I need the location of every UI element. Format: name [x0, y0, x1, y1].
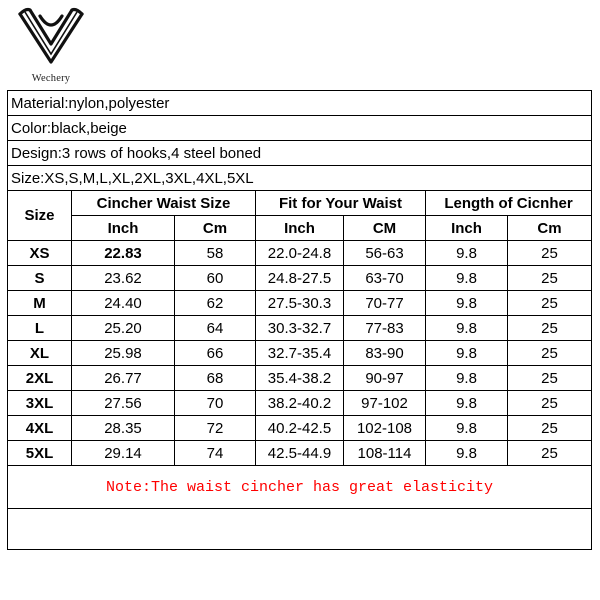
waist-inch-cell: 25.20	[72, 316, 175, 341]
waist-cm-cell: 70	[175, 391, 256, 416]
waist-inch-cell: 29.14	[72, 441, 175, 466]
waist-inch-cell: 26.77	[72, 366, 175, 391]
waist-cm-cell: 58	[175, 241, 256, 266]
table-row	[8, 366, 592, 391]
table-row	[8, 341, 592, 366]
size-label: M	[8, 291, 72, 316]
cincher-waist-size-header: Cincher Waist Size	[72, 191, 256, 216]
table-row	[8, 241, 592, 266]
brand-name: Wechery	[31, 73, 71, 84]
length-cm-cell: 25	[508, 241, 592, 266]
size-list-text: Size:XS,S,M,L,XL,2XL,3XL,4XL,5XL	[8, 166, 592, 191]
waist-cm-cell: 60	[175, 266, 256, 291]
length-cm-cell: 25	[508, 341, 592, 366]
color-text: Color:black,beige	[8, 116, 592, 141]
waist-cm-cell: 72	[175, 416, 256, 441]
length-inch-cell: 9.8	[426, 341, 508, 366]
length-cm-cell: 25	[508, 266, 592, 291]
unit-header: Inch	[256, 216, 344, 241]
size-label: 3XL	[8, 391, 72, 416]
length-cm-cell: 25	[508, 291, 592, 316]
fit-cm-cell: 77-83	[344, 316, 426, 341]
unit-header: Cm	[508, 216, 592, 241]
size-label: S	[8, 266, 72, 291]
size-label: XS	[8, 241, 72, 266]
fit-cm-cell: 90-97	[344, 366, 426, 391]
waist-cm-cell: 62	[175, 291, 256, 316]
unit-header: Inch	[72, 216, 175, 241]
info-row-material	[8, 91, 592, 116]
brand-logo	[8, 4, 94, 88]
length-inch-cell: 9.8	[426, 366, 508, 391]
size-label: XL	[8, 341, 72, 366]
table-row	[8, 291, 592, 316]
length-inch-cell: 9.8	[426, 316, 508, 341]
fit-your-waist-header: Fit for Your Waist	[256, 191, 426, 216]
waist-inch-cell: 23.62	[72, 266, 175, 291]
elasticity-note: Note:The waist cincher has great elasticity	[8, 466, 592, 509]
size-label: 4XL	[8, 416, 72, 441]
fit-inch-cell: 30.3-32.7	[256, 316, 344, 341]
size-label: 2XL	[8, 366, 72, 391]
fit-cm-cell: 63-70	[344, 266, 426, 291]
info-row-size	[8, 166, 592, 191]
length-inch-cell: 9.8	[426, 416, 508, 441]
length-cm-cell: 25	[508, 316, 592, 341]
info-row-design	[8, 141, 592, 166]
blank-row	[8, 509, 592, 550]
length-inch-cell: 9.8	[426, 241, 508, 266]
table-row	[8, 316, 592, 341]
fit-inch-cell: 40.2-42.5	[256, 416, 344, 441]
design-text: Design:3 rows of hooks,4 steel boned	[8, 141, 592, 166]
waist-inch-cell: 24.40	[72, 291, 175, 316]
waist-inch-cell: 28.35	[72, 416, 175, 441]
fit-cm-cell: 108-114	[344, 441, 426, 466]
fit-cm-cell: 97-102	[344, 391, 426, 416]
length-inch-cell: 9.8	[426, 266, 508, 291]
table-row	[8, 441, 592, 466]
length-inch-cell: 9.8	[426, 441, 508, 466]
group-header-row	[8, 191, 592, 216]
waist-inch-cell: 22.83	[72, 241, 175, 266]
unit-header: Inch	[426, 216, 508, 241]
unit-header: CM	[344, 216, 426, 241]
blank-cell	[8, 509, 592, 550]
waist-cm-cell: 66	[175, 341, 256, 366]
table-row	[8, 391, 592, 416]
length-cm-cell: 25	[508, 441, 592, 466]
fit-inch-cell: 24.8-27.5	[256, 266, 344, 291]
length-inch-cell: 9.8	[426, 391, 508, 416]
fit-cm-cell: 56-63	[344, 241, 426, 266]
note-row	[8, 466, 592, 509]
size-chart-table	[7, 90, 592, 550]
waist-inch-cell: 27.56	[72, 391, 175, 416]
fit-cm-cell: 83-90	[344, 341, 426, 366]
length-header: Length of Cicnher	[426, 191, 592, 216]
fit-inch-cell: 22.0-24.8	[256, 241, 344, 266]
fit-inch-cell: 27.5-30.3	[256, 291, 344, 316]
fit-inch-cell: 35.4-38.2	[256, 366, 344, 391]
unit-header: Cm	[175, 216, 256, 241]
waist-cm-cell: 64	[175, 316, 256, 341]
waist-cm-cell: 74	[175, 441, 256, 466]
fit-inch-cell: 32.7-35.4	[256, 341, 344, 366]
fit-inch-cell: 42.5-44.9	[256, 441, 344, 466]
table-row	[8, 416, 592, 441]
waist-cm-cell: 68	[175, 366, 256, 391]
table-row	[8, 266, 592, 291]
fit-inch-cell: 38.2-40.2	[256, 391, 344, 416]
unit-header-row	[8, 216, 592, 241]
wechery-logo-icon	[16, 4, 86, 70]
length-cm-cell: 25	[508, 416, 592, 441]
size-header: Size	[8, 191, 72, 241]
length-cm-cell: 25	[508, 366, 592, 391]
material-text: Material:nylon,polyester	[8, 91, 592, 116]
length-cm-cell: 25	[508, 391, 592, 416]
waist-inch-cell: 25.98	[72, 341, 175, 366]
fit-cm-cell: 70-77	[344, 291, 426, 316]
size-label: 5XL	[8, 441, 72, 466]
size-label: L	[8, 316, 72, 341]
info-row-color	[8, 116, 592, 141]
fit-cm-cell: 102-108	[344, 416, 426, 441]
length-inch-cell: 9.8	[426, 291, 508, 316]
